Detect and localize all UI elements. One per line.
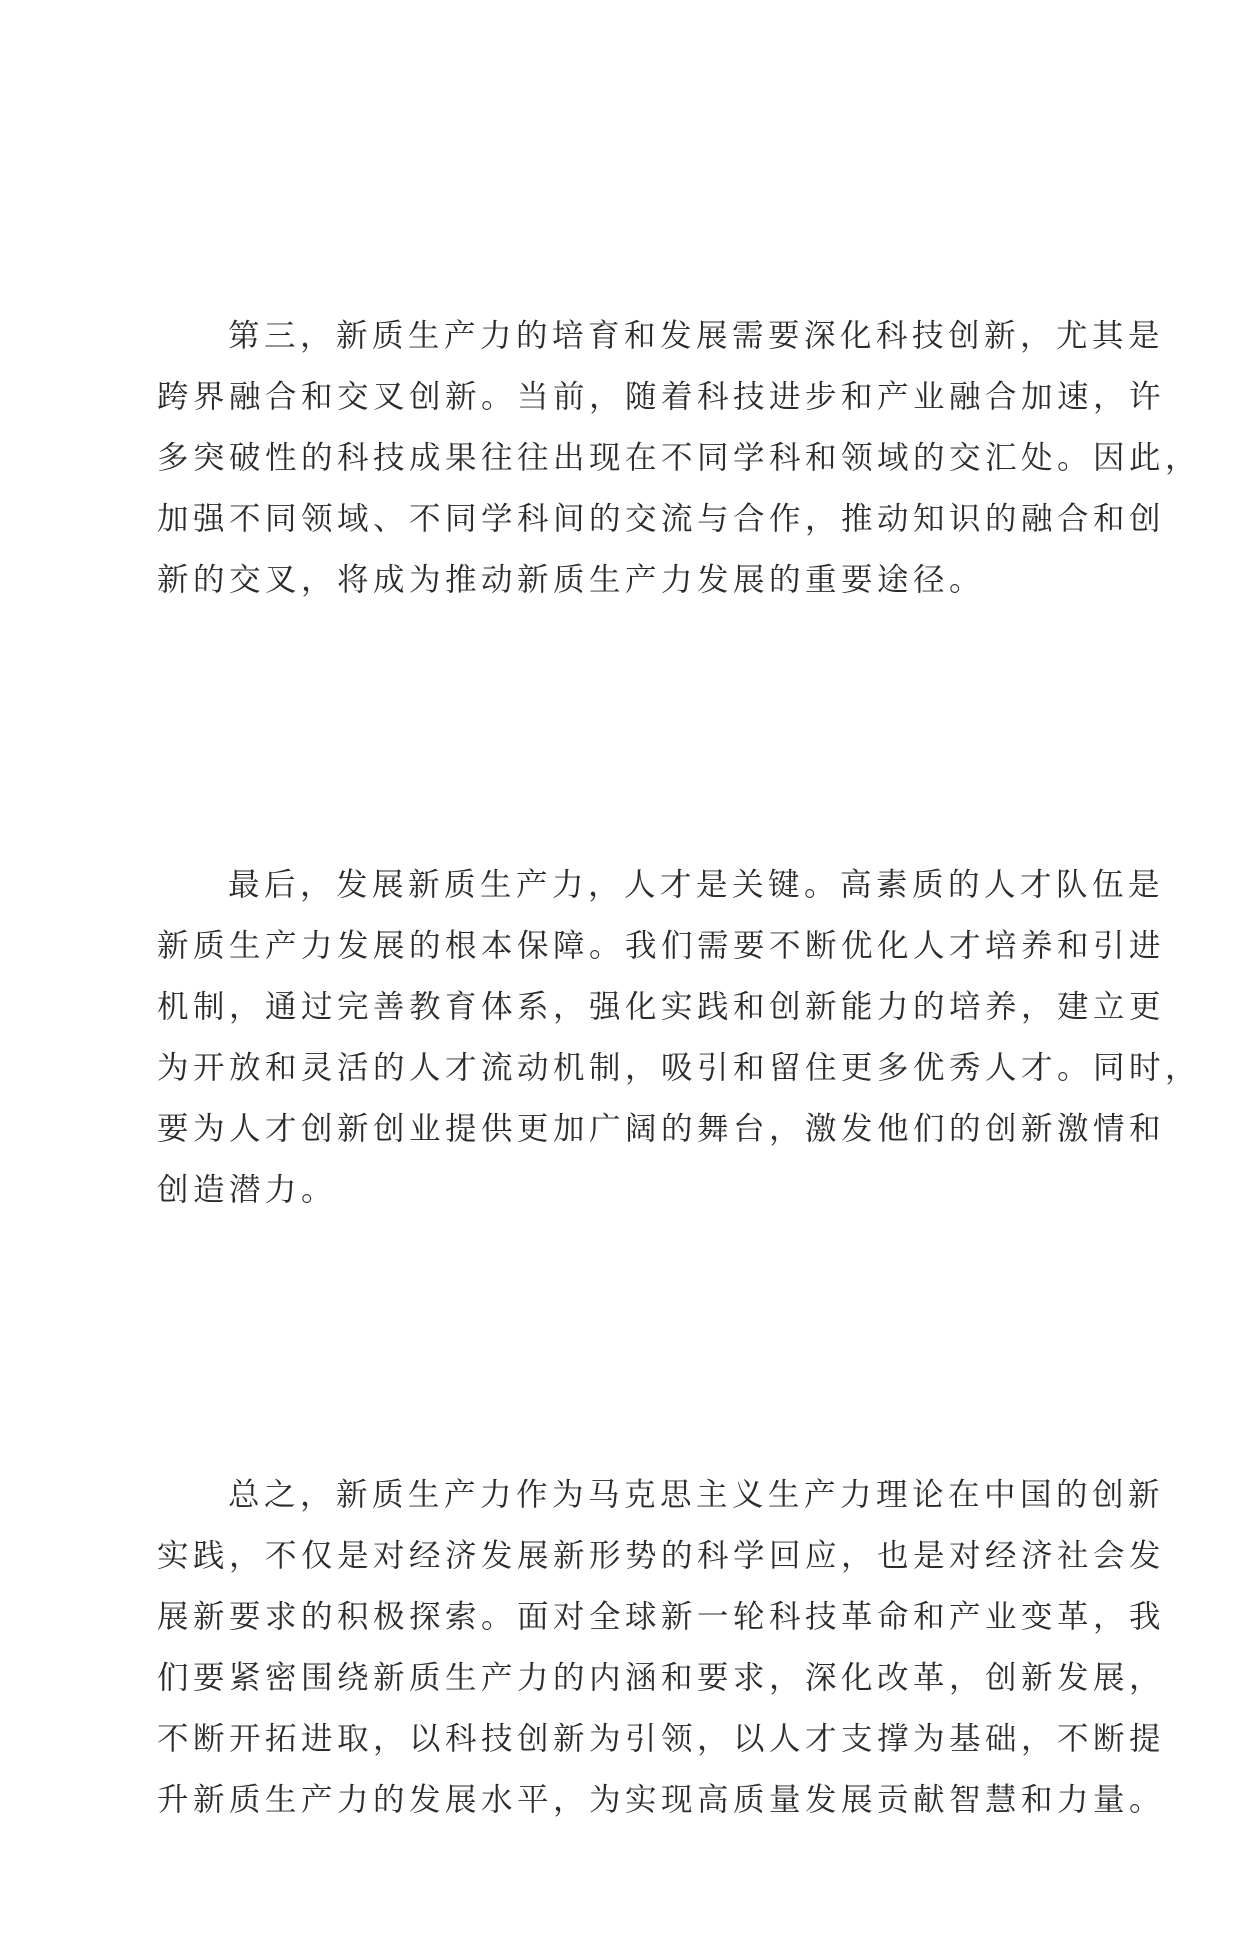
text-line: 为开放和灵活的人才流动机制，吸引和留住更多优秀人才。同时， <box>157 1050 1202 1086</box>
text-line: 最后，发展新质生产力，人才是关键。高素质的人才队伍是 <box>228 867 1165 903</box>
document-body <box>157 184 1202 1953</box>
paragraph-technology-innovation <box>157 184 1202 733</box>
paragraph-talent <box>157 733 1202 1343</box>
text-line: 展新要求的积极探索。面对全球新一轮科技革命和产业变革，我 <box>157 1599 1166 1635</box>
text-line: 多突破性的科技成果往往出现在不同学科和领域的交汇处。因此， <box>157 440 1202 476</box>
text-line: 实践，不仅是对经济发展新形势的科学回应，也是对经济社会发 <box>157 1538 1166 1574</box>
text-line: 创造潜力。 <box>157 1172 338 1208</box>
paragraph-conclusion <box>157 1343 1166 1953</box>
text-line: 加强不同领域、不同学科间的交流与合作，推动知识的融合和创 <box>157 501 1166 537</box>
text-line: 们要紧密围绕新质生产力的内涵和要求，深化改革，创新发展， <box>157 1660 1166 1696</box>
text-line: 要为人才创新创业提供更加广阔的舞台，激发他们的创新激情和 <box>157 1111 1166 1147</box>
text-line: 新的交叉，将成为推动新质生产力发展的重要途径。 <box>157 562 986 598</box>
text-line: 总之，新质生产力作为马克思主义生产力理论在中国的创新 <box>228 1477 1165 1513</box>
text-line: 新质生产力发展的根本保障。我们需要不断优化人才培养和引进 <box>157 928 1166 964</box>
text-line: 跨界融合和交叉创新。当前，随着科技进步和产业融合加速，许 <box>157 379 1166 415</box>
text-line: 机制，通过完善教育体系，强化实践和创新能力的培养，建立更 <box>157 989 1166 1025</box>
text-line: 第三，新质生产力的培育和发展需要深化科技创新，尤其是 <box>228 318 1165 354</box>
text-line: 不断开拓进取，以科技创新为引领，以人才支撑为基础，不断提 <box>157 1721 1166 1757</box>
text-line: 升新质生产力的发展水平，为实现高质量发展贡献智慧和力量。 <box>157 1782 1166 1818</box>
